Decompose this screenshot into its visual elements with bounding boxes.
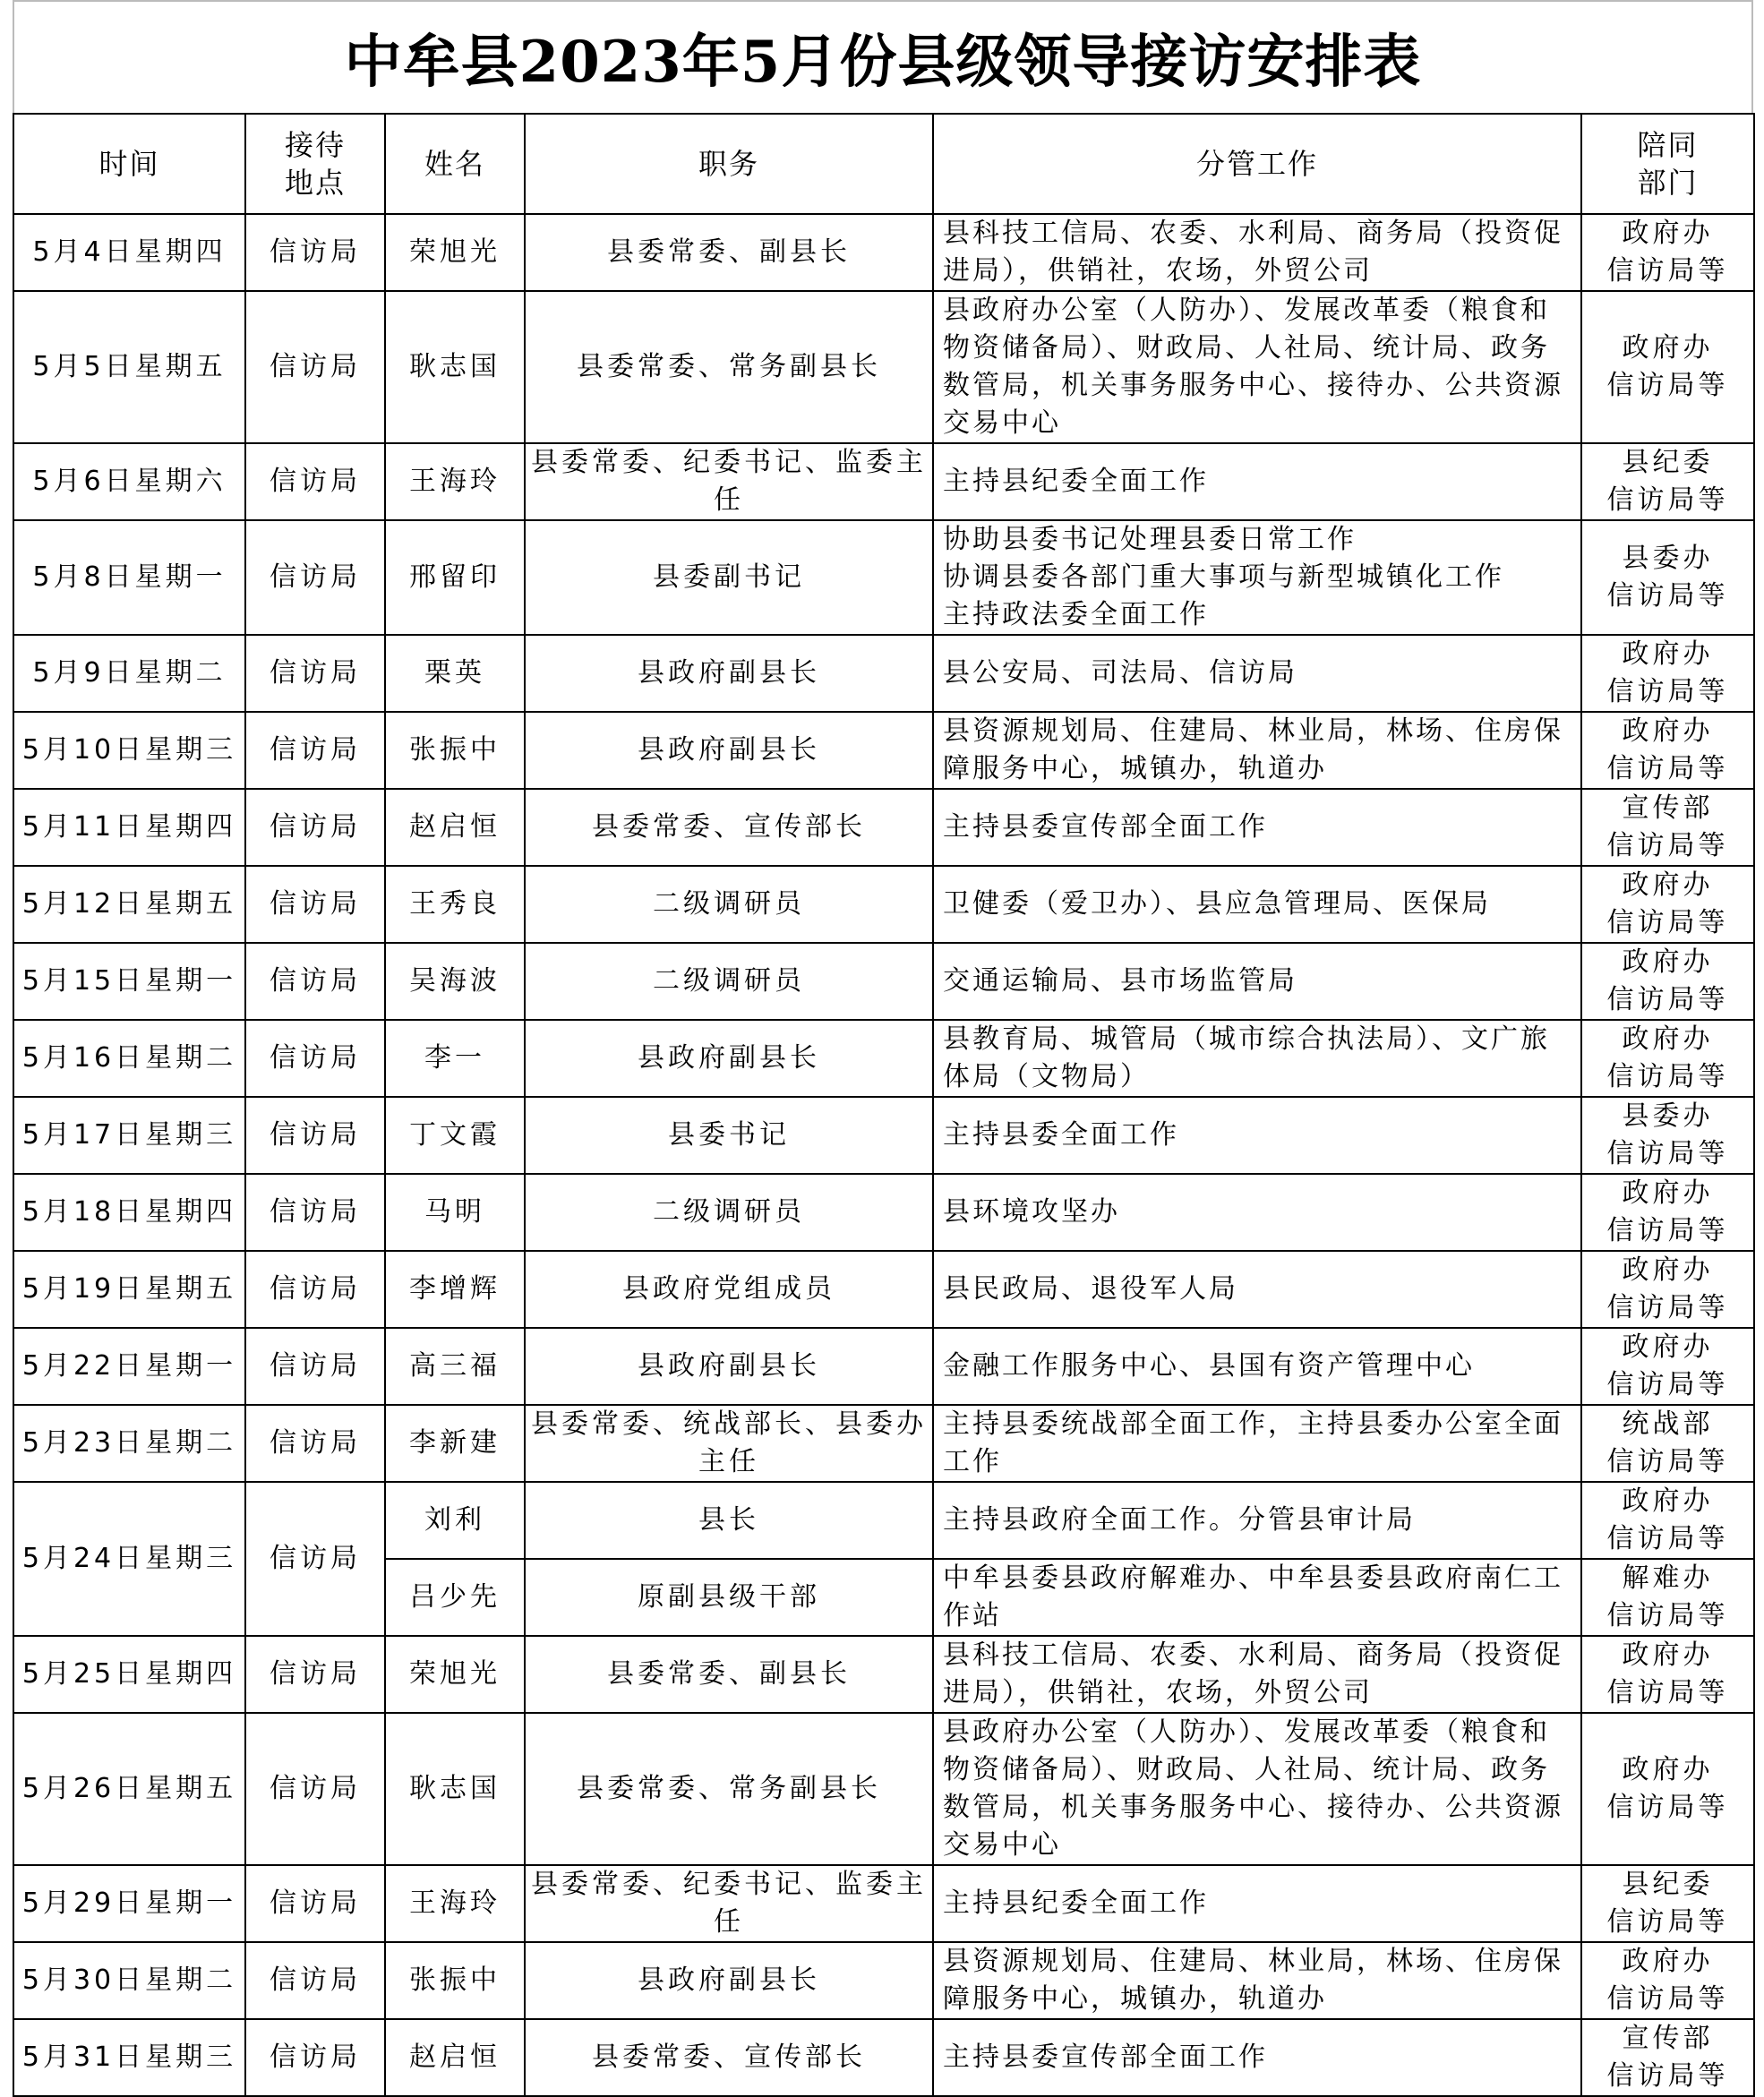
location-cell: 信访局 [245, 1713, 385, 1865]
accompany-cell [1581, 1636, 1754, 1713]
accompany-dept: 信访局等 [1606, 1215, 1729, 1246]
table-row [13, 1174, 1754, 1251]
table-row [13, 712, 1754, 789]
schedule-table [13, 113, 1755, 2097]
table-row [13, 291, 1754, 443]
accompany-dept: 政府办 [1622, 1254, 1714, 1286]
accompany-dept: 统战部 [1622, 1408, 1714, 1440]
accompany-dept: 信访局等 [1606, 984, 1729, 1015]
position-cell: 县委书记 [525, 1097, 933, 1174]
accompany-dept: 信访局等 [1606, 484, 1729, 516]
accompany-cell [1581, 712, 1754, 789]
position-cell: 二级调研员 [525, 943, 933, 1020]
accompany-dept: 政府办 [1622, 638, 1714, 670]
location-cell: 信访局 [245, 1405, 385, 1482]
table-row [13, 1328, 1754, 1405]
position-cell: 县委常委、宣传部长 [525, 789, 933, 866]
accompany-dept: 政府办 [1622, 1177, 1714, 1209]
accompany-cell [1581, 789, 1754, 866]
accompany-dept: 宣传部 [1622, 2023, 1714, 2054]
name-cell: 张振中 [385, 1942, 525, 2019]
name-cell: 荣旭光 [385, 1636, 525, 1713]
name-cell: 高三福 [385, 1328, 525, 1405]
table-row [13, 635, 1754, 712]
work-cell: 主持县委宣传部全面工作 [933, 2019, 1581, 2096]
time-cell: 5月15日星期一 [13, 943, 245, 1020]
table-row [13, 1636, 1754, 1713]
accompany-cell [1581, 866, 1754, 943]
time-cell: 5月5日星期五 [13, 291, 245, 443]
table-row [13, 2019, 1754, 2096]
table-row [13, 1251, 1754, 1328]
work-cell: 主持县纪委全面工作 [933, 443, 1581, 520]
header-name: 姓名 [385, 114, 525, 214]
location-cell: 信访局 [245, 1097, 385, 1174]
accompany-dept: 信访局等 [1606, 753, 1729, 784]
location-cell: 信访局 [245, 635, 385, 712]
position-cell: 县政府副县长 [525, 635, 933, 712]
location-cell: 信访局 [245, 1636, 385, 1713]
accompany-cell [1581, 1865, 1754, 1942]
accompany-dept: 信访局等 [1606, 370, 1729, 401]
work-cell: 主持县政府全面工作。分管县审计局 [933, 1482, 1581, 1559]
position-cell: 县长 [525, 1482, 933, 1559]
name-cell: 邢留印 [385, 520, 525, 635]
header-row [13, 114, 1754, 214]
time-cell: 5月25日星期四 [13, 1636, 245, 1713]
accompany-dept: 信访局等 [1606, 1446, 1729, 1477]
accompany-dept: 政府办 [1622, 1639, 1714, 1671]
time-cell: 5月12日星期五 [13, 866, 245, 943]
time-cell: 5月9日星期二 [13, 635, 245, 712]
accompany-dept: 信访局等 [1606, 1523, 1729, 1554]
accompany-dept: 信访局等 [1606, 830, 1729, 861]
position-cell: 原副县级干部 [525, 1559, 933, 1636]
accompany-dept: 政府办 [1622, 1023, 1714, 1055]
work-cell: 交通运输局、县市场监管局 [933, 943, 1581, 1020]
accompany-dept: 政府办 [1622, 1331, 1714, 1363]
accompany-dept: 政府办 [1622, 715, 1714, 747]
name-cell: 刘利 [385, 1482, 525, 1559]
location-cell: 信访局 [245, 214, 385, 291]
accompany-dept: 信访局等 [1606, 580, 1729, 612]
name-cell: 丁文霞 [385, 1097, 525, 1174]
position-cell: 县委常委、宣传部长 [525, 2019, 933, 2096]
work-cell: 县政府办公室（人防办）、发展改革委（粮食和物资储备局）、财政局、人社局、统计局、政务数管局，机关事务服务中心、接待办、公共资源交易中心 [933, 291, 1581, 443]
table-body [13, 214, 1754, 2096]
accompany-cell [1581, 1174, 1754, 1251]
accompany-dept: 信访局等 [1606, 2060, 1729, 2092]
accompany-cell [1581, 635, 1754, 712]
work-cell: 主持县纪委全面工作 [933, 1865, 1581, 1942]
header-time: 时间 [13, 114, 245, 214]
accompany-cell [1581, 1713, 1754, 1865]
work-cell: 县环境攻坚办 [933, 1174, 1581, 1251]
time-cell: 5月22日星期一 [13, 1328, 245, 1405]
work-cell: 主持县委全面工作 [933, 1097, 1581, 1174]
position-cell: 县政府副县长 [525, 1942, 933, 2019]
position-cell: 县委常委、统战部长、县委办主任 [525, 1405, 933, 1482]
table-row [13, 943, 1754, 1020]
accompany-cell [1581, 1097, 1754, 1174]
accompany-cell [1581, 1942, 1754, 2019]
table-row [13, 1097, 1754, 1174]
time-cell: 5月30日星期二 [13, 1942, 245, 2019]
location-cell: 信访局 [245, 789, 385, 866]
accompany-dept: 县纪委 [1622, 447, 1714, 478]
accompany-dept: 信访局等 [1606, 1138, 1729, 1169]
accompany-cell [1581, 1482, 1754, 1559]
time-cell: 5月29日星期一 [13, 1865, 245, 1942]
location-cell: 信访局 [245, 1174, 385, 1251]
work-cell: 县政府办公室（人防办）、发展改革委（粮食和物资储备局）、财政局、人社局、统计局、政务数管局，机关事务服务中心、接待办、公共资源交易中心 [933, 1713, 1581, 1865]
time-cell: 5月8日星期一 [13, 520, 245, 635]
time-cell: 5月4日星期四 [13, 214, 245, 291]
name-cell: 王海玲 [385, 443, 525, 520]
name-cell: 荣旭光 [385, 214, 525, 291]
accompany-cell [1581, 2019, 1754, 2096]
accompany-dept: 政府办 [1622, 218, 1714, 249]
time-cell: 5月6日星期六 [13, 443, 245, 520]
accompany-cell [1581, 1405, 1754, 1482]
location-cell: 信访局 [245, 1482, 385, 1636]
location-cell: 信访局 [245, 1328, 385, 1405]
location-cell: 信访局 [245, 1942, 385, 2019]
time-cell: 5月17日星期三 [13, 1097, 245, 1174]
accompany-dept: 信访局等 [1606, 1677, 1729, 1708]
work-cell: 主持县委统战部全面工作，主持县委办公室全面工作 [933, 1405, 1581, 1482]
name-cell: 李一 [385, 1020, 525, 1097]
title-box [13, 0, 1753, 113]
work-cell: 金融工作服务中心、县国有资产管理中心 [933, 1328, 1581, 1405]
accompany-dept: 信访局等 [1606, 1292, 1729, 1323]
accompany-dept: 信访局等 [1606, 1906, 1729, 1938]
location-cell: 信访局 [245, 291, 385, 443]
accompany-dept: 政府办 [1622, 1946, 1714, 1977]
table-row [13, 866, 1754, 943]
position-cell: 县政府副县长 [525, 712, 933, 789]
location-cell: 信访局 [245, 1865, 385, 1942]
time-cell: 5月19日星期五 [13, 1251, 245, 1328]
accompany-cell [1581, 520, 1754, 635]
page-title: 中牟县2023年5月份县级领导接访安排表 [344, 29, 1422, 96]
position-cell: 县委副书记 [525, 520, 933, 635]
time-cell: 5月26日星期五 [13, 1713, 245, 1865]
accompany-dept: 解难办 [1622, 1562, 1714, 1594]
work-cell: 县科技工信局、农委、水利局、商务局（投资促进局），供销社，农场，外贸公司 [933, 1636, 1581, 1713]
accompany-dept: 政府办 [1622, 1754, 1714, 1785]
table-row [13, 520, 1754, 635]
position-cell: 县政府副县长 [525, 1328, 933, 1405]
accompany-cell [1581, 214, 1754, 291]
accompany-dept: 县纪委 [1622, 1869, 1714, 1900]
location-cell: 信访局 [245, 712, 385, 789]
name-cell: 李增辉 [385, 1251, 525, 1328]
accompany-dept: 政府办 [1622, 946, 1714, 978]
name-cell: 李新建 [385, 1405, 525, 1482]
name-cell: 栗英 [385, 635, 525, 712]
name-cell: 耿志国 [385, 1713, 525, 1865]
accompany-dept: 信访局等 [1606, 676, 1729, 707]
time-cell: 5月10日星期三 [13, 712, 245, 789]
accompany-cell [1581, 291, 1754, 443]
position-cell: 县委常委、纪委书记、监委主任 [525, 1865, 933, 1942]
table-row [13, 1405, 1754, 1482]
accompany-dept: 信访局等 [1606, 1369, 1729, 1400]
accompany-dept: 政府办 [1622, 332, 1714, 364]
accompany-cell [1581, 943, 1754, 1020]
table-row [13, 443, 1754, 520]
location-cell: 信访局 [245, 866, 385, 943]
time-cell: 5月18日星期四 [13, 1174, 245, 1251]
table-row [13, 214, 1754, 291]
position-cell: 县委常委、副县长 [525, 1636, 933, 1713]
name-cell: 张振中 [385, 712, 525, 789]
name-cell: 马明 [385, 1174, 525, 1251]
table-row [13, 789, 1754, 866]
accompany-cell [1581, 1251, 1754, 1328]
document-page [13, 0, 1753, 2097]
name-cell: 吕少先 [385, 1559, 525, 1636]
accompany-dept: 信访局等 [1606, 1061, 1729, 1092]
accompany-dept: 宣传部 [1622, 792, 1714, 824]
position-cell: 县委常委、副县长 [525, 214, 933, 291]
accompany-dept: 信访局等 [1606, 907, 1729, 938]
position-cell: 县政府副县长 [525, 1020, 933, 1097]
position-cell: 县委常委、常务副县长 [525, 291, 933, 443]
accompany-cell [1581, 1020, 1754, 1097]
accompany-dept: 信访局等 [1606, 255, 1729, 287]
header-accompany: 陪同 部门 [1581, 114, 1754, 214]
accompany-dept: 县委办 [1622, 543, 1714, 574]
header-work: 分管工作 [933, 114, 1581, 214]
name-cell: 王海玲 [385, 1865, 525, 1942]
time-cell: 5月11日星期四 [13, 789, 245, 866]
work-cell: 县科技工信局、农委、水利局、商务局（投资促进局），供销社，农场，外贸公司 [933, 214, 1581, 291]
accompany-dept: 政府办 [1622, 869, 1714, 901]
table-row [13, 1865, 1754, 1942]
header-location: 接待 地点 [245, 114, 385, 214]
accompany-dept: 县委办 [1622, 1100, 1714, 1132]
work-cell: 主持县委宣传部全面工作 [933, 789, 1581, 866]
work-cell: 县民政局、退役军人局 [933, 1251, 1581, 1328]
work-cell: 卫健委（爱卫办）、县应急管理局、医保局 [933, 866, 1581, 943]
location-cell: 信访局 [245, 2019, 385, 2096]
name-cell: 耿志国 [385, 291, 525, 443]
table-row [13, 1482, 1754, 1559]
time-cell: 5月24日星期三 [13, 1482, 245, 1636]
accompany-cell [1581, 443, 1754, 520]
location-cell: 信访局 [245, 943, 385, 1020]
time-cell: 5月23日星期二 [13, 1405, 245, 1482]
work-cell: 县教育局、城管局（城市综合执法局）、文广旅体局（文物局） [933, 1020, 1581, 1097]
table-row [13, 1020, 1754, 1097]
name-cell: 吴海波 [385, 943, 525, 1020]
table-row [13, 1713, 1754, 1865]
position-cell: 二级调研员 [525, 1174, 933, 1251]
accompany-dept: 信访局等 [1606, 1600, 1729, 1631]
accompany-dept: 信访局等 [1606, 1983, 1729, 2015]
time-cell: 5月31日星期三 [13, 2019, 245, 2096]
location-cell: 信访局 [245, 1251, 385, 1328]
table-row [13, 1942, 1754, 2019]
location-cell: 信访局 [245, 520, 385, 635]
name-cell: 赵启恒 [385, 2019, 525, 2096]
work-cell: 中牟县委县政府解难办、中牟县委县政府南仁工作站 [933, 1559, 1581, 1636]
accompany-dept: 政府办 [1622, 1485, 1714, 1517]
work-cell: 县公安局、司法局、信访局 [933, 635, 1581, 712]
time-cell: 5月16日星期二 [13, 1020, 245, 1097]
position-cell: 二级调研员 [525, 866, 933, 943]
accompany-cell [1581, 1559, 1754, 1636]
position-cell: 县委常委、纪委书记、监委主任 [525, 443, 933, 520]
work-cell: 协助县委书记处理县委日常工作 协调县委各部门重大事项与新型城镇化工作 主持政法委全面工作 [933, 520, 1581, 635]
name-cell: 赵启恒 [385, 789, 525, 866]
work-cell: 县资源规划局、住建局、林业局，林场、住房保障服务中心，城镇办，轨道办 [933, 1942, 1581, 2019]
location-cell: 信访局 [245, 1020, 385, 1097]
position-cell: 县政府党组成员 [525, 1251, 933, 1328]
work-cell: 县资源规划局、住建局、林业局，林场、住房保障服务中心，城镇办，轨道办 [933, 712, 1581, 789]
header-position: 职务 [525, 114, 933, 214]
name-cell: 王秀良 [385, 866, 525, 943]
accompany-cell [1581, 1328, 1754, 1405]
position-cell: 县委常委、常务副县长 [525, 1713, 933, 1865]
location-cell: 信访局 [245, 443, 385, 520]
accompany-dept: 信访局等 [1606, 1792, 1729, 1823]
